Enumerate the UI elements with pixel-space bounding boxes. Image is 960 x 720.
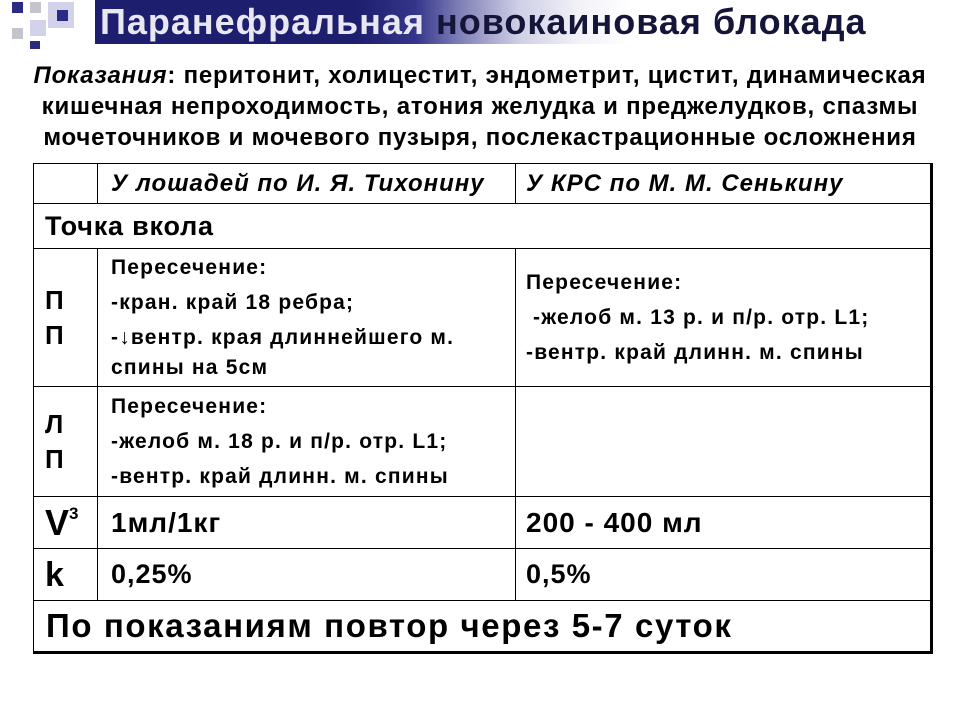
table-row-pp bbox=[34, 249, 932, 387]
lp-horses-paragraph bbox=[111, 392, 515, 422]
side-letter: Л bbox=[45, 408, 64, 439]
lp-horses-line: -вентр. край длинн. м. спины bbox=[111, 464, 449, 488]
table-row-lp bbox=[34, 387, 932, 497]
blockade-table bbox=[33, 163, 933, 654]
lp-horses-line: -желоб м. 18 р. и п/р. отр. L1; bbox=[111, 429, 448, 453]
indications-label: Показания bbox=[33, 62, 168, 89]
decor-square bbox=[30, 41, 40, 49]
volume-symbol-cell bbox=[34, 497, 98, 549]
pp-horses-line: спины на 5см bbox=[111, 355, 269, 379]
volume-symbol: V bbox=[45, 501, 70, 543]
volume-cattle: 200 - 400 мл bbox=[516, 497, 932, 549]
slide-title bbox=[100, 0, 867, 44]
pp-cattle-line: -вентр. край длинн. м. спины bbox=[526, 340, 864, 364]
lp-horses-line: Пересечение: bbox=[111, 394, 268, 418]
pp-side-cell bbox=[34, 249, 98, 387]
lp-horses-paragraph bbox=[111, 427, 515, 457]
decor-square bbox=[30, 20, 46, 36]
concentration-symbol-cell bbox=[34, 549, 98, 601]
injection-point-label: Точка вкола bbox=[34, 204, 932, 249]
decor-square bbox=[30, 2, 41, 13]
lp-horses-cell bbox=[98, 387, 516, 497]
pp-horses-line: Пересечение: bbox=[111, 255, 268, 279]
decor-square bbox=[12, 2, 23, 13]
pp-cattle-paragraph bbox=[526, 303, 930, 333]
concentration-horses: 0,25% bbox=[98, 549, 516, 601]
header-cattle: У КРС по М. М. Сенькину bbox=[516, 164, 932, 204]
pp-horses-line: -кран. край 18 ребра; bbox=[111, 290, 355, 314]
table-body bbox=[34, 164, 932, 653]
slide-title-first-word: Паранефральная bbox=[100, 1, 425, 42]
pp-cattle-line: -желоб м. 13 р. и п/р. отр. L1; bbox=[526, 305, 870, 329]
table-header-row bbox=[34, 164, 932, 204]
pp-horses-paragraph bbox=[111, 323, 515, 383]
concentration-symbol: k bbox=[45, 555, 64, 594]
volume-superscript: 3 bbox=[69, 503, 79, 523]
footer-row bbox=[34, 601, 932, 653]
indications-line: мочеточников и мочевого пузыря, послекастрационные осложнения bbox=[43, 124, 917, 151]
injection-point-row bbox=[34, 204, 932, 249]
pp-horses-paragraph bbox=[111, 288, 515, 318]
pp-horses-line: -↓вентр. края длиннейшего м. bbox=[111, 325, 455, 349]
side-letter: П bbox=[45, 284, 64, 315]
indications-text: : перитонит, холицестит, эндометрит, цистит, динамическая bbox=[167, 62, 927, 89]
decor-square bbox=[12, 28, 23, 39]
repeat-note: По показаниям повтор через 5-7 суток bbox=[34, 601, 932, 653]
pp-cattle-line: Пересечение: bbox=[526, 270, 683, 294]
indications-block bbox=[0, 60, 960, 153]
pp-cattle-paragraph bbox=[526, 268, 930, 298]
indications-line bbox=[0, 60, 960, 91]
indications-line: кишечная непроходимость, атония желудка и преджелудков, спазмы bbox=[41, 93, 919, 120]
volume-horses: 1мл/1кг bbox=[98, 497, 516, 549]
header-horses: У лошадей по И. Я. Тихонину bbox=[98, 164, 516, 204]
lp-horses-paragraph bbox=[111, 462, 515, 492]
pp-cattle-paragraph bbox=[526, 338, 930, 368]
pp-horses-cell bbox=[98, 249, 516, 387]
header-corner-cell bbox=[34, 164, 98, 204]
side-letter: П bbox=[45, 319, 64, 350]
side-letter: П bbox=[45, 443, 64, 474]
slide-title-rest: новокаиновая блокада bbox=[424, 1, 867, 42]
concentration-row bbox=[34, 549, 932, 601]
decor-square bbox=[57, 10, 68, 21]
lp-side-cell bbox=[34, 387, 98, 497]
volume-row bbox=[34, 497, 932, 549]
lp-cattle-cell-empty bbox=[516, 387, 932, 497]
concentration-cattle: 0,5% bbox=[516, 549, 932, 601]
pp-horses-paragraph bbox=[111, 253, 515, 283]
pp-cattle-cell bbox=[516, 249, 932, 387]
